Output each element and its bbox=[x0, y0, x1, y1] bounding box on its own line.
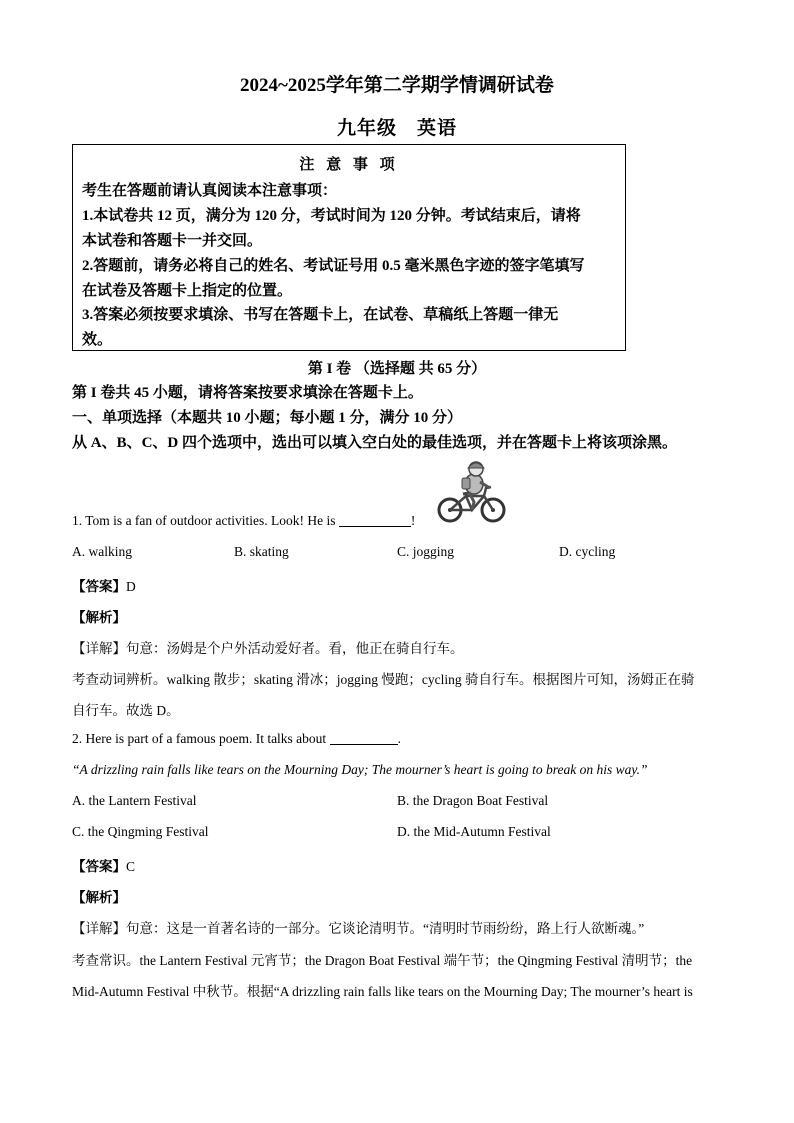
analysis-label: 【解析】 bbox=[72, 890, 126, 905]
notice-box bbox=[72, 144, 626, 351]
exam-subtitle: 九年级 英语 bbox=[336, 118, 457, 139]
detail-line: 考查动词辨析。walking 散步；skating 滑冰；jogging 慢跑；cycling 骑自行车。根据图片可知，汤姆正在骑 bbox=[72, 672, 695, 687]
detail-line: Mid-Autumn Festival 中秋节。根据“A drizzling rain falls like tears on the Mourning Day; The mourner’s heart is bbox=[72, 984, 693, 999]
notice-line: 效。 bbox=[82, 332, 113, 348]
question-1-end: ! bbox=[410, 513, 416, 528]
notice-line: 3.答案必须按要求填涂、书写在答题卡上，在试卷、草稿纸上答题一律无 bbox=[82, 307, 559, 323]
option-a: A. walking bbox=[72, 544, 132, 559]
answer-label: 【答案】 bbox=[72, 859, 126, 874]
option-d: D. cycling bbox=[559, 544, 616, 559]
question-1-text: 1. Tom is a fan of outdoor activities. Look! He is bbox=[72, 513, 336, 528]
option-b: B. skating bbox=[234, 544, 289, 559]
answer-label: 【答案】 bbox=[72, 579, 126, 594]
question-1-stem bbox=[72, 513, 415, 529]
part-intro: 第 I 卷共 45 小题，请将答案按要求填涂在答题卡上。 bbox=[72, 385, 423, 401]
question-2-text: 2. Here is part of a famous poem. It talks about bbox=[72, 731, 327, 746]
option-b: B. the Dragon Boat Festival bbox=[397, 793, 549, 808]
poem-quote: “A drizzling rain falls like tears on the Mourning Day; The mourner’s heart is going to break on his way.” bbox=[72, 762, 648, 777]
question-1-answer bbox=[72, 575, 136, 595]
option-c: C. jogging bbox=[397, 544, 455, 559]
question-2-stem bbox=[72, 731, 401, 747]
boy-riding-bicycle-icon bbox=[436, 460, 510, 526]
notice-line: 本试卷和答题卡一并交回。 bbox=[82, 233, 263, 249]
analysis-label: 【解析】 bbox=[72, 610, 126, 625]
section-heading: 一、单项选择（本题共 10 小题；每小题 1 分，满分 10 分） bbox=[72, 410, 463, 426]
detail-line: 考查常识。the Lantern Festival 元宵节；the Dragon Boat Festival 端午节；the Qingming Festival 清明节；the bbox=[72, 953, 693, 968]
exam-title: 2024~2025学年第二学期学情调研试卷 bbox=[240, 75, 554, 96]
detail-line: 自行车。故选 D。 bbox=[72, 703, 180, 718]
notice-line: 考生在答题前请认真阅读本注意事项： bbox=[82, 183, 338, 199]
answer-blank bbox=[330, 731, 398, 745]
section-instruction: 从 A、B、C、D 四个选项中，选出可以填入空白处的最佳选项，并在答题卡上将该项涂黑。 bbox=[72, 435, 678, 451]
detail-line: 【详解】句意：这是一首著名诗的一部分。它谈论清明节。“清明时节雨纷纷，路上行人欲断魂。” bbox=[72, 921, 645, 936]
answer-value: D bbox=[126, 579, 136, 594]
detail-line: 【详解】句意：汤姆是个户外活动爱好者。看，他正在骑自行车。 bbox=[72, 641, 464, 656]
notice-heading: 注 意 事 项 bbox=[299, 157, 399, 173]
question-2-end: . bbox=[397, 731, 401, 746]
notice-line: 2.答题前，请务必将自己的姓名、考试证号用 0.5 毫米黑色字迹的签字笔填写 bbox=[82, 258, 585, 274]
notice-line: 1.本试卷共 12 页，满分为 120 分，考试时间为 120 分钟。考试结束后，请将 bbox=[82, 208, 581, 224]
answer-value: C bbox=[126, 859, 136, 874]
part-title: 第 I 卷 （选择题 共 65 分） bbox=[307, 361, 487, 377]
notice-line: 在试卷及答题卡上指定的位置。 bbox=[82, 283, 293, 299]
option-d: D. the Mid-Autumn Festival bbox=[397, 824, 551, 839]
option-c: C. the Qingming Festival bbox=[72, 824, 209, 839]
question-2-answer bbox=[72, 855, 135, 875]
option-a: A. the Lantern Festival bbox=[72, 793, 197, 808]
answer-blank bbox=[339, 513, 411, 527]
